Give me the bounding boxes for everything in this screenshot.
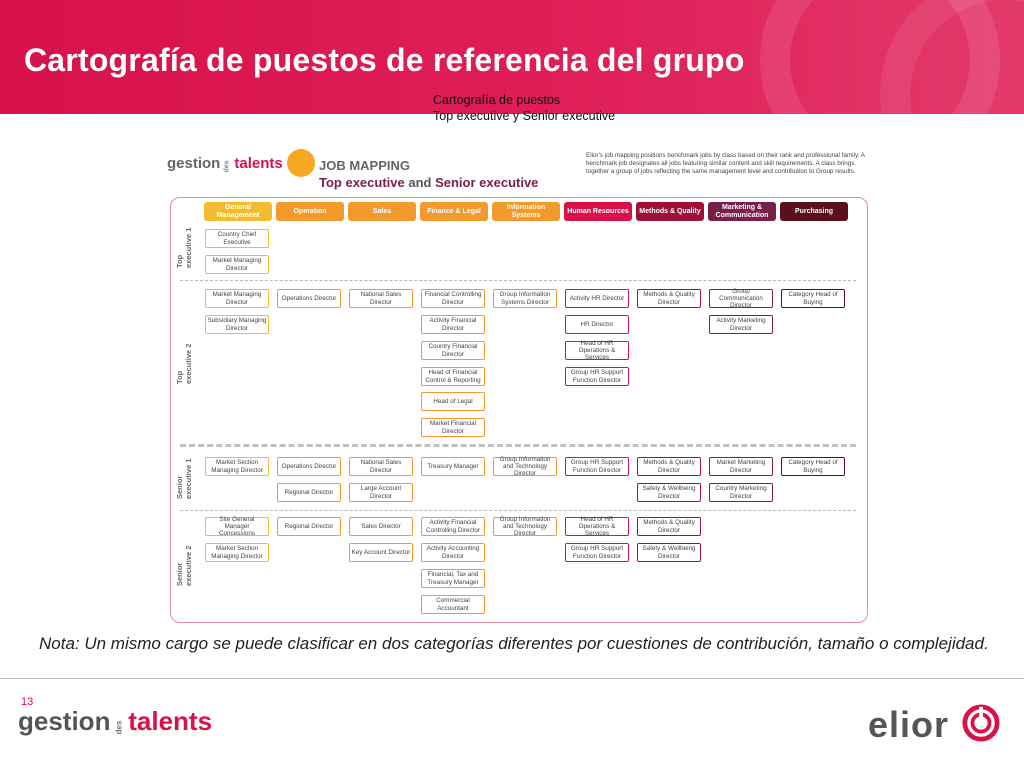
job-box: Large Account Director	[349, 483, 413, 502]
job-box: National Sales Director	[349, 289, 413, 308]
note-text: Nota: Un mismo cargo se puede clasificar en dos categorías diferentes por cuestiones de contribución, tamaño o complejidad.	[39, 634, 989, 653]
job-box: Methods & Quality Director	[637, 457, 701, 476]
gestion-des-talents-logo: gestion des talents	[167, 155, 283, 173]
job-box: Methods & Quality Director	[637, 289, 701, 308]
column-header-methods-quality: Methods & Quality	[636, 202, 704, 221]
job-box: Country Marketing Director	[709, 483, 773, 502]
job-box: Head of Financial Control & Reporting	[421, 367, 485, 386]
job-mapping-title: JOB MAPPING	[319, 158, 411, 173]
job-box: Market Section Managing Director	[205, 543, 269, 562]
job-box: Market Managing Director	[205, 255, 269, 274]
row-separator-thick	[180, 444, 856, 447]
job-box: Regional Director	[277, 483, 341, 502]
job-box: Group HR Support Function Director	[565, 543, 629, 562]
column-header-operation: Operation	[276, 202, 344, 221]
job-box: Treasury Manager	[421, 457, 485, 476]
job-box: Country Chief Executive	[205, 229, 269, 248]
job-box: Market Marketing Director	[709, 457, 773, 476]
job-box: Operations Director	[277, 457, 341, 476]
job-box: Financial Controlling Director	[421, 289, 485, 308]
job-box: Safety & Wellbeing Director	[637, 483, 701, 502]
job-box: Market Managing Director	[205, 289, 269, 308]
job-mapping-subtitle: Top executive and Senior executive	[319, 175, 539, 190]
column-header-human-resources: Human Resources	[564, 202, 632, 221]
job-box: Group Information Systems Director	[493, 289, 557, 308]
column-header-general-management: General Management	[204, 202, 272, 221]
job-box: Category Head of Buying	[781, 457, 845, 476]
job-box: Country Financial Director	[421, 341, 485, 360]
gestion-des-talents-footer-logo: gestion des talents	[18, 706, 213, 736]
job-box: Group Information and Technology Director	[493, 517, 557, 536]
subtitle	[433, 92, 615, 124]
column-header-marketing-communication: Marketing & Communication	[708, 202, 776, 221]
job-box: Activity Financial Controlling Director	[421, 517, 485, 536]
column-header-purchasing: Purchasing	[780, 202, 848, 221]
job-box: Commercial Accountant	[421, 595, 485, 614]
elior-logo: elior	[868, 704, 950, 745]
row-label-senior-executive-2: Senior executive 2	[175, 545, 193, 586]
job-box: Subsidiary Managing Director	[205, 315, 269, 334]
job-mapping-chart	[170, 197, 868, 623]
row-label-top-executive-2: Top executive 2	[175, 343, 193, 384]
row-separator	[180, 510, 856, 511]
page-title: Cartografía de puestos de referencia del grupo	[24, 42, 745, 78]
footer-divider	[0, 678, 1024, 679]
job-box: Group HR Support Function Director	[565, 457, 629, 476]
job-box: Head of Legal	[421, 392, 485, 411]
job-box: Group Communication Director	[709, 289, 773, 308]
job-box: Activity Marketing Director	[709, 315, 773, 334]
job-box: Financial, Tax and Treasury Manager	[421, 569, 485, 588]
job-box: Activity HR Director	[565, 289, 629, 308]
job-box: National Sales Director	[349, 457, 413, 476]
job-box: Safety & Wellbeing Director	[637, 543, 701, 562]
row-label-senior-executive-1: Senior executive 1	[175, 458, 193, 499]
elior-swirl-icon	[962, 704, 1000, 742]
job-box: Category Head of Buying	[781, 289, 845, 308]
subtitle-line-2: Top executive y Senior executive	[433, 109, 616, 123]
subtitle-line-1: Cartografía de puestos	[433, 93, 561, 107]
job-box: Activity Accounting Director	[421, 543, 485, 562]
job-box: Methods & Quality Director	[637, 517, 701, 536]
job-box: Regional Director	[277, 517, 341, 536]
job-mapping-intro: Elior's job mapping positions benchmark jobs by class based on their rank and professional family. A benchmark job designates all jobs featuring similar content and skill requirements. A class brings together a group of jobs reflecting the same management level and contribution to Group results.	[586, 152, 865, 176]
job-box: Sales Director	[349, 517, 413, 536]
job-box: Key Account Director	[349, 543, 413, 562]
job-box: Head of HR Operations & Services	[565, 517, 629, 536]
job-box: Activity Financial Director	[421, 315, 485, 334]
page-number: 13	[21, 696, 34, 708]
row-separator	[180, 280, 856, 281]
job-box: Head of HR Operations & Services	[565, 341, 629, 360]
job-box: Site General Manager Concessions	[205, 517, 269, 536]
job-mapping-circle-icon	[287, 149, 315, 177]
job-box: Operations Director	[277, 289, 341, 308]
column-header-sales: Sales	[348, 202, 416, 221]
job-box: Group HR Support Function Director	[565, 367, 629, 386]
row-label-top-executive-1: Top executive 1	[175, 227, 193, 268]
job-box: Market Financial Director	[421, 418, 485, 437]
column-header-information-systems: Information Systems	[492, 202, 560, 221]
job-box: Group Information and Technology Director	[493, 457, 557, 476]
job-box: HR Director	[565, 315, 629, 334]
column-header-finance-legal: Finance & Legal	[420, 202, 488, 221]
job-box: Market Section Managing Director	[205, 457, 269, 476]
